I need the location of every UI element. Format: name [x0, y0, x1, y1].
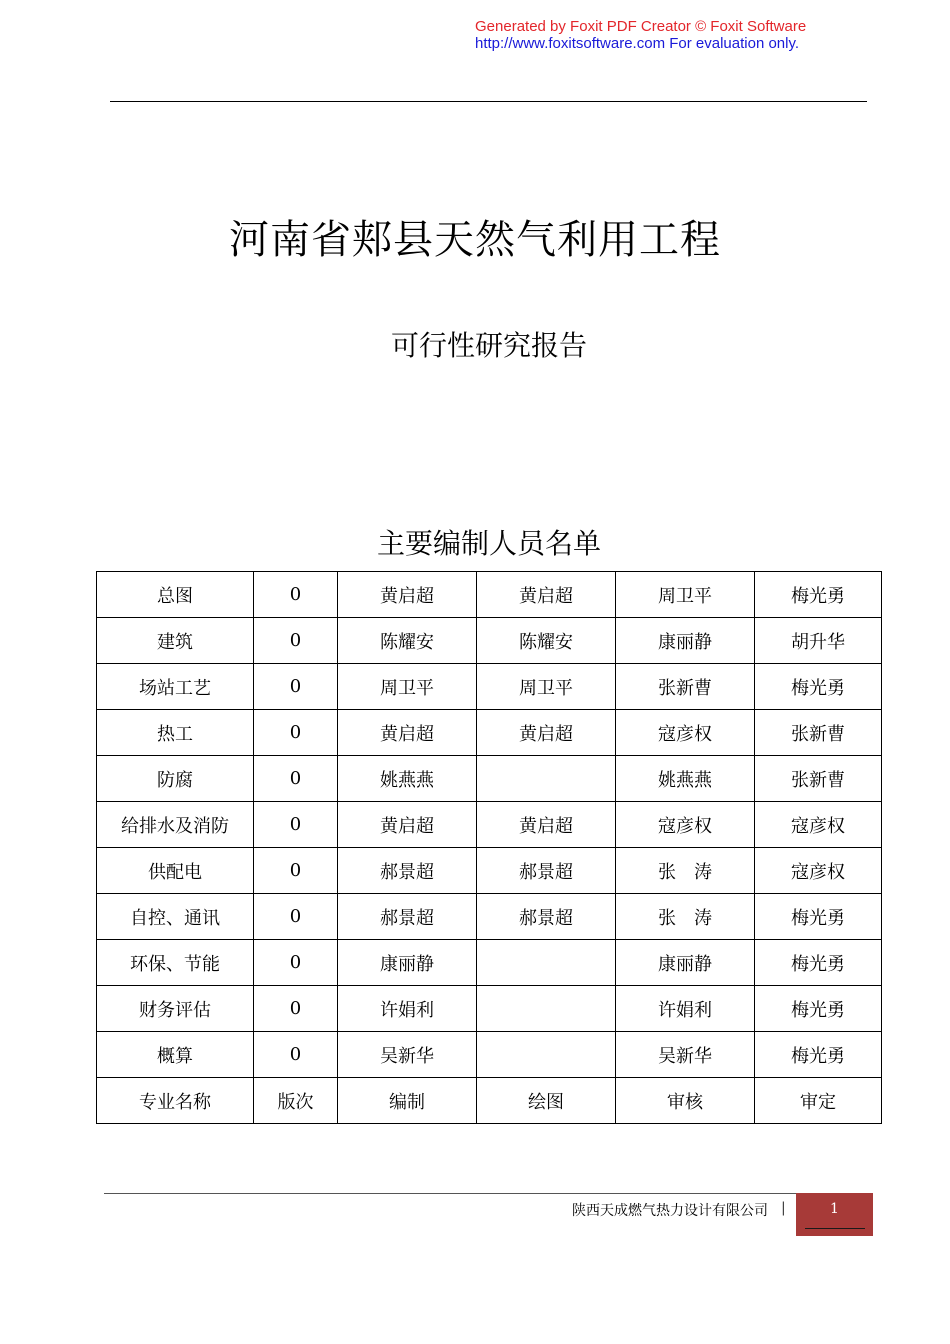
table-cell: 黄启超	[477, 710, 616, 756]
table-cell: 0	[254, 940, 338, 986]
table-cell: 防腐	[97, 756, 254, 802]
table-cell: 0	[254, 572, 338, 618]
watermark-line-1: Generated by Foxit PDF Creator © Foxit Software	[475, 18, 807, 35]
footer-separator: |	[781, 1200, 786, 1216]
table-cell: 0	[254, 802, 338, 848]
table-cell: 张新曹	[755, 710, 882, 756]
table-cell: 编制	[338, 1078, 477, 1124]
table-cell: 热工	[97, 710, 254, 756]
table-cell: 专业名称	[97, 1078, 254, 1124]
table-cell: 周卫平	[477, 664, 616, 710]
table-cell: 寇彦权	[616, 710, 755, 756]
table-cell: 康丽静	[616, 940, 755, 986]
table-cell: 康丽静	[338, 940, 477, 986]
footer-company-name: 陕西天成燃气热力设计有限公司	[572, 1203, 768, 1219]
table-cell: 寇彦权	[616, 802, 755, 848]
table-cell: 审定	[755, 1078, 882, 1124]
table-cell	[477, 986, 616, 1032]
table-cell: 吴新华	[338, 1032, 477, 1078]
table-cell: 康丽静	[616, 618, 755, 664]
table-cell: 梅光勇	[755, 940, 882, 986]
table-cell: 郝景超	[477, 894, 616, 940]
table-row	[97, 986, 882, 1032]
table-cell: 张 涛	[616, 848, 755, 894]
table-row	[97, 756, 882, 802]
table-cell: 梅光勇	[755, 572, 882, 618]
table-cell: 许娟利	[338, 986, 477, 1032]
table-row	[97, 940, 882, 986]
page-number-box	[796, 1193, 873, 1236]
table-cell: 黄启超	[338, 572, 477, 618]
table-cell: 黄启超	[338, 710, 477, 756]
table-row	[97, 710, 882, 756]
table-cell: 0	[254, 710, 338, 756]
table-cell: 许娟利	[616, 986, 755, 1032]
table-header-row	[97, 1078, 882, 1124]
table-cell: 胡升华	[755, 618, 882, 664]
table-cell: 0	[254, 664, 338, 710]
page-number-underline	[805, 1228, 865, 1229]
table-cell: 陈耀安	[477, 618, 616, 664]
table-cell: 黄启超	[477, 572, 616, 618]
table-cell: 0	[254, 618, 338, 664]
table-cell	[477, 940, 616, 986]
table-cell: 建筑	[97, 618, 254, 664]
table-row	[97, 618, 882, 664]
table-cell: 场站工艺	[97, 664, 254, 710]
table-cell: 寇彦权	[755, 802, 882, 848]
table-cell: 绘图	[477, 1078, 616, 1124]
table-cell: 周卫平	[338, 664, 477, 710]
table-cell: 郝景超	[338, 894, 477, 940]
table-cell: 梅光勇	[755, 894, 882, 940]
table-cell: 供配电	[97, 848, 254, 894]
table-row	[97, 802, 882, 848]
table-cell: 梅光勇	[755, 986, 882, 1032]
table-cell: 0	[254, 1032, 338, 1078]
table-cell	[477, 756, 616, 802]
staff-list-heading: 主要编制人员名单	[376, 527, 601, 560]
header-rule	[110, 101, 867, 102]
table-cell: 姚燕燕	[616, 756, 755, 802]
table-cell: 总图	[97, 572, 254, 618]
table-cell: 张 涛	[616, 894, 755, 940]
document-subtitle: 可行性研究报告	[390, 329, 587, 362]
table-cell: 概算	[97, 1032, 254, 1078]
table-row	[97, 1032, 882, 1078]
table-cell: 张新曹	[755, 756, 882, 802]
table-cell: 郝景超	[477, 848, 616, 894]
table-cell: 版次	[254, 1078, 338, 1124]
page-number: 1	[830, 1201, 839, 1217]
table-cell: 自控、通讯	[97, 894, 254, 940]
table-cell: 环保、节能	[97, 940, 254, 986]
table-row	[97, 572, 882, 618]
table-row	[97, 894, 882, 940]
table-row	[97, 848, 882, 894]
staff-table	[96, 571, 882, 1124]
table-cell: 0	[254, 986, 338, 1032]
table-cell: 张新曹	[616, 664, 755, 710]
table-cell: 0	[254, 848, 338, 894]
table-row	[97, 664, 882, 710]
document-title: 河南省郏县天然气利用工程	[229, 217, 721, 263]
table-cell: 0	[254, 894, 338, 940]
watermark	[475, 18, 806, 52]
table-cell: 梅光勇	[755, 1032, 882, 1078]
table-cell: 周卫平	[616, 572, 755, 618]
table-cell	[477, 1032, 616, 1078]
table-cell: 梅光勇	[755, 664, 882, 710]
table-cell: 黄启超	[477, 802, 616, 848]
table-cell: 黄启超	[338, 802, 477, 848]
table-cell: 财务评估	[97, 986, 254, 1032]
table-cell: 审核	[616, 1078, 755, 1124]
footer-rule	[104, 1193, 797, 1194]
table-cell: 郝景超	[338, 848, 477, 894]
table-cell: 给排水及消防	[97, 802, 254, 848]
table-cell: 陈耀安	[338, 618, 477, 664]
table-cell: 寇彦权	[755, 848, 882, 894]
table-cell: 吴新华	[616, 1032, 755, 1078]
table-cell: 0	[254, 756, 338, 802]
watermark-line-2: http://www.foxitsoftware.com For evaluation only.	[475, 35, 800, 52]
table-cell: 姚燕燕	[338, 756, 477, 802]
